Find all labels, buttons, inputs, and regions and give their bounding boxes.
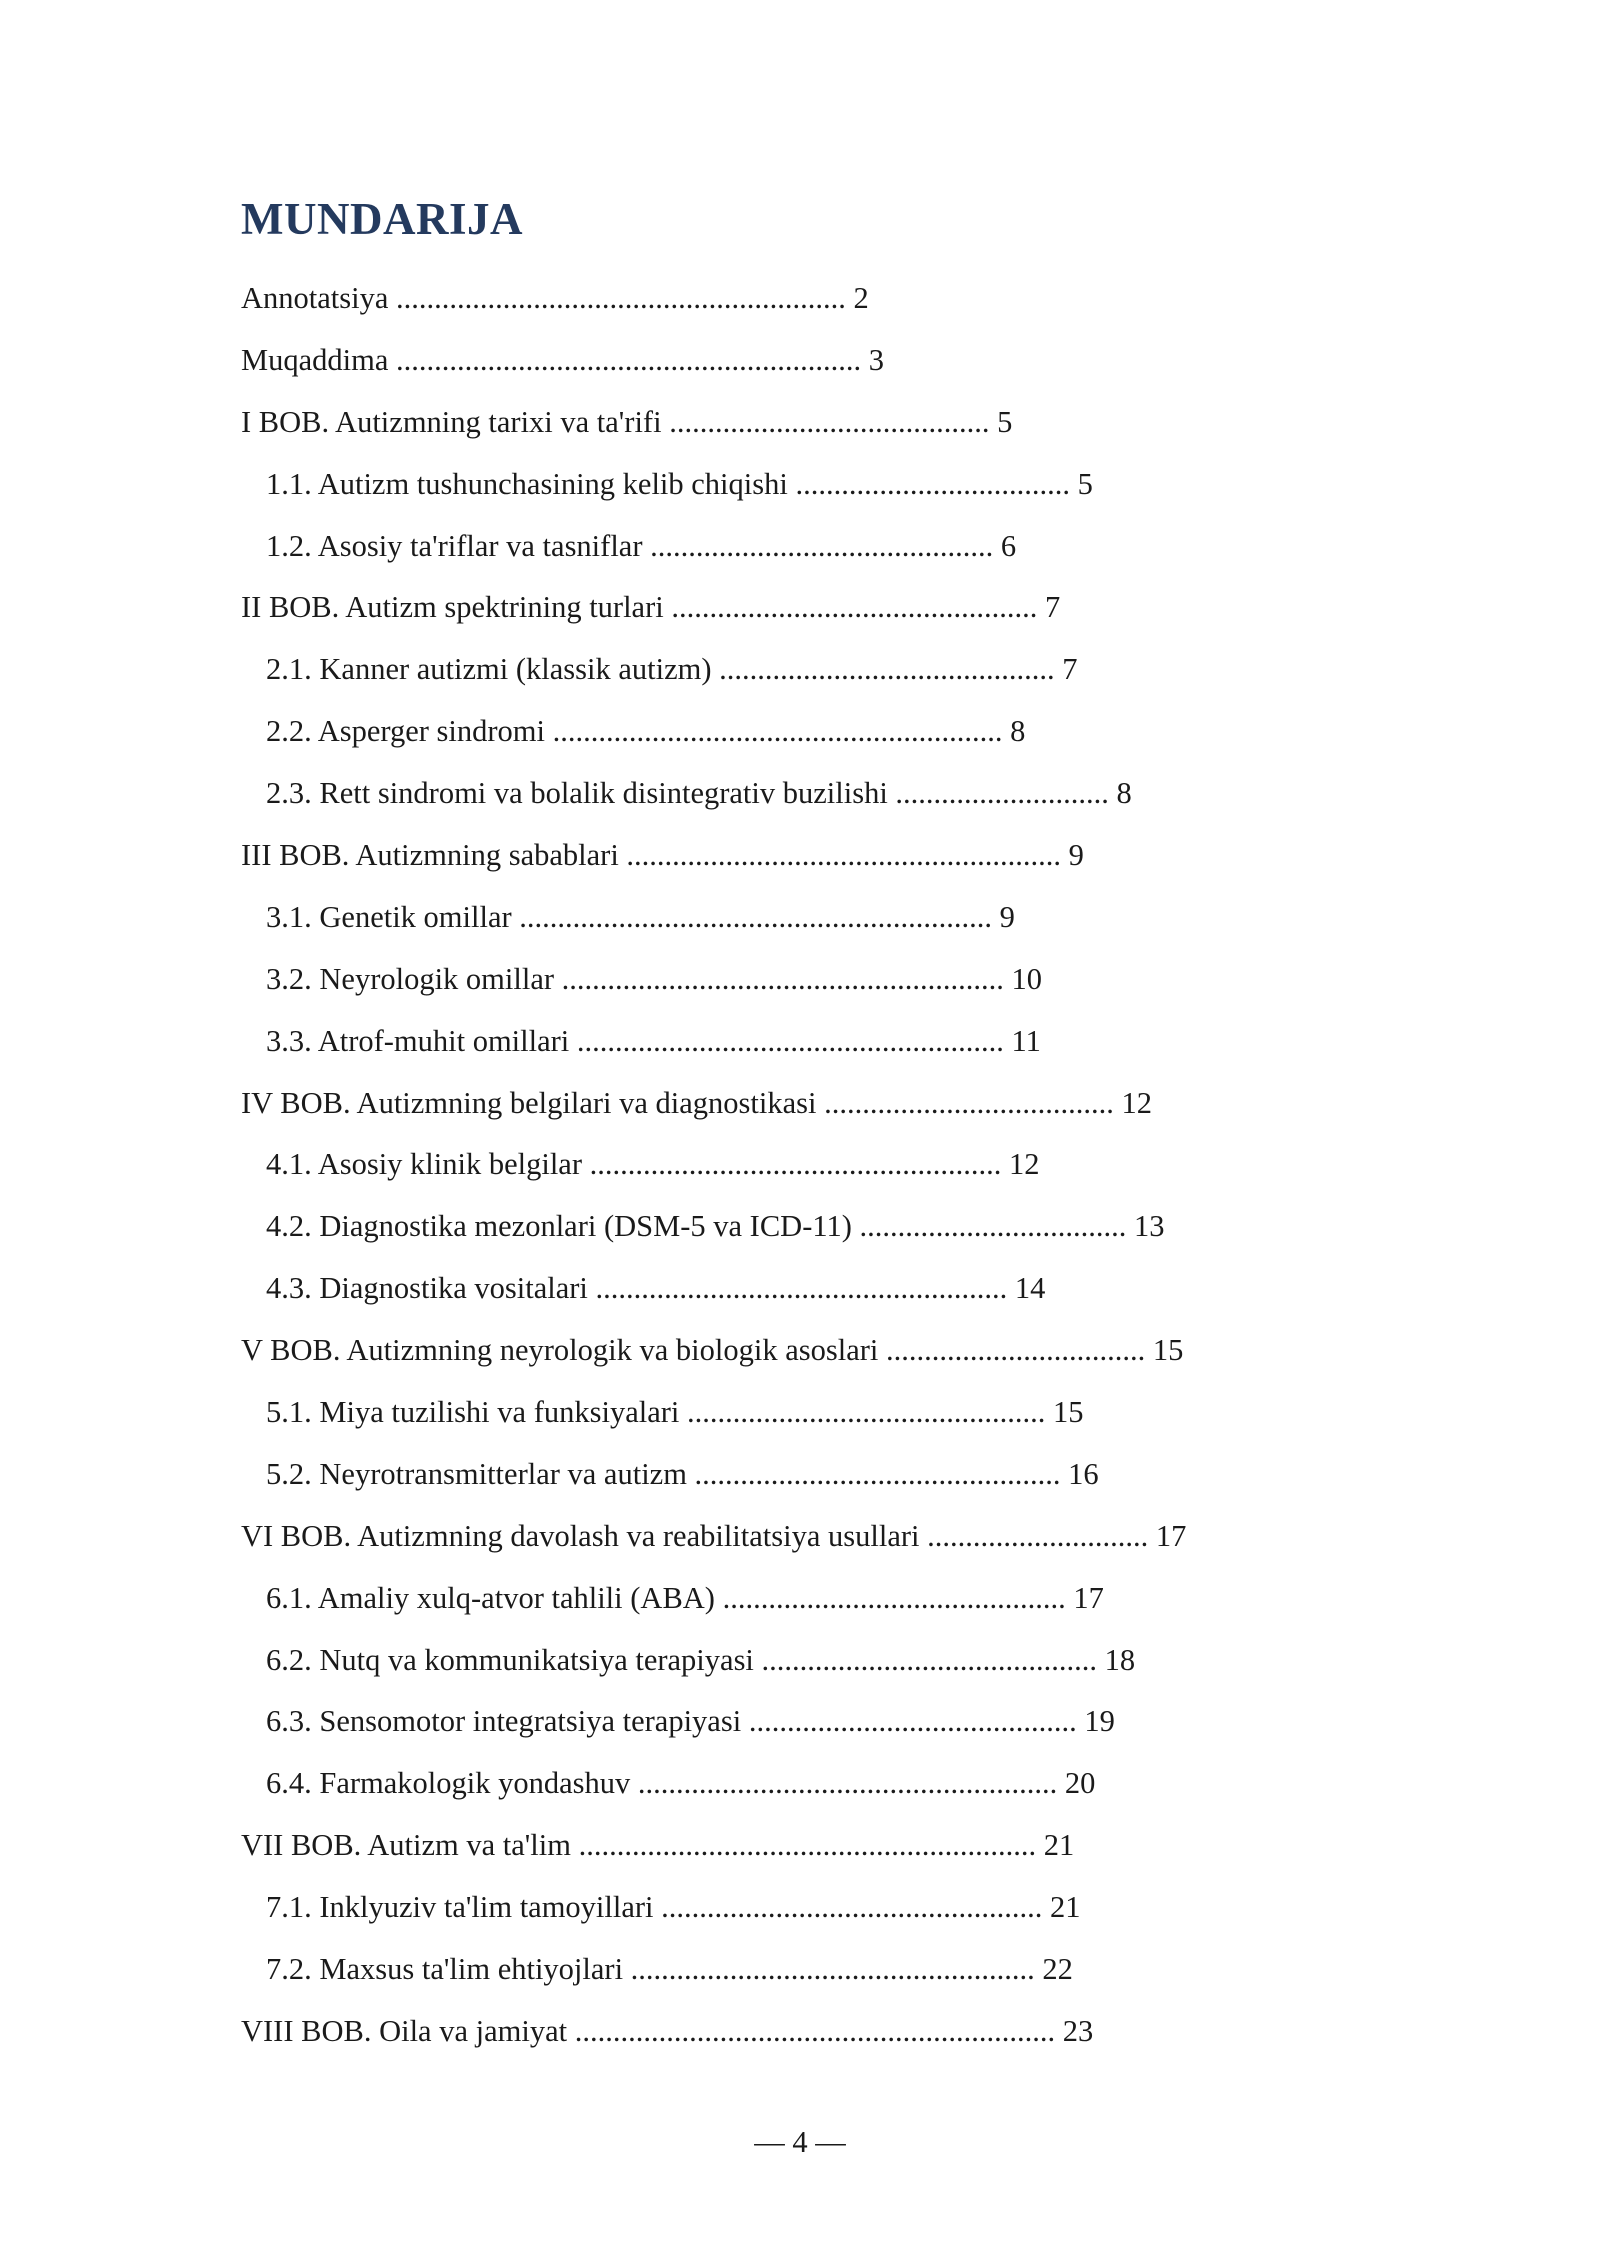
toc-entry-text: 4.3. Diagnostika vositalari ...................................................... 14 <box>266 1271 1046 1306</box>
toc-entry-text: 6.1. Amaliy xulq-atvor tahlili (ABA) ............................................. 17 <box>266 1580 1104 1615</box>
toc-entry-text: VI BOB. Autizmning davolash va reabilitatsiya usullari ............................. 17 <box>241 1518 1187 1553</box>
toc-section-entry <box>241 1446 1186 1508</box>
toc-section-entry <box>241 1941 1186 2003</box>
toc-entry-text: VII BOB. Autizm va ta'lim ............................................................ 21 <box>241 1828 1075 1863</box>
toc-section-entry <box>241 703 1186 765</box>
toc-section-entry <box>241 889 1186 951</box>
toc-section-entry <box>241 641 1186 703</box>
toc-entry-text: I BOB. Autizmning tarixi va ta'rifi .......................................... 5 <box>241 404 1013 439</box>
toc-entry-text: 2.2. Asperger sindromi ........................................................... 8 <box>266 714 1026 749</box>
page-number: — 4 — <box>754 2125 846 2159</box>
toc-entry-text: 2.3. Rett sindromi va bolalik disintegrativ buzilishi ............................ 8 <box>266 776 1132 811</box>
toc-chapter-entry <box>241 1322 1186 1384</box>
toc-entry-text: Annotatsiya ........................................................... 2 <box>241 281 869 315</box>
toc-entry-text: 7.1. Inklyuziv ta'lim tamoyillari .................................................. 21 <box>266 1890 1081 1925</box>
toc-entry-text: V BOB. Autizmning neyrologik va biologik asoslari .................................. 15 <box>241 1333 1184 1368</box>
page-title: MUNDARIJA <box>241 194 523 244</box>
toc-chapter-entry <box>241 579 1186 641</box>
toc-entry-text: 1.2. Asosiy ta'riflar va tasniflar ............................................. 6 <box>266 528 1017 563</box>
toc-entry-text: 6.4. Farmakologik yondashuv ....................................................... 20 <box>266 1766 1096 1801</box>
toc-section-entry <box>241 951 1186 1013</box>
toc-entry-text: III BOB. Autizmning sabablari ......................................................... 9 <box>241 838 1084 873</box>
toc-section-entry <box>241 1570 1186 1632</box>
toc-section-entry <box>241 456 1186 518</box>
toc-entry-text: 2.1. Kanner autizmi (klassik autizm) ............................................ 7 <box>266 652 1078 687</box>
toc-entry-text: 7.2. Maxsus ta'lim ehtiyojlari ..................................................... 22 <box>266 1952 1073 1987</box>
toc-section-entry <box>241 1693 1186 1755</box>
toc-entry-text: 5.2. Neyrotransmitterlar va autizm ................................................ 16 <box>266 1456 1099 1491</box>
toc-entry-text: 4.1. Asosiy klinik belgilar ...................................................... 12 <box>266 1147 1040 1182</box>
table-of-contents <box>241 270 1186 2065</box>
toc-entry-text: Muqaddima ............................................................. 3 <box>241 342 885 377</box>
toc-entry-text: 6.3. Sensomotor integratsiya terapiyasi ........................................... 19 <box>266 1704 1115 1739</box>
toc-section-entry <box>241 1384 1186 1446</box>
toc-section-entry <box>241 1136 1186 1198</box>
toc-entry-text: 4.2. Diagnostika mezonlari (DSM-5 va ICD-11) ................................... 13 <box>266 1209 1165 1244</box>
toc-chapter-entry <box>241 332 1186 394</box>
toc-section-entry <box>241 518 1186 580</box>
toc-chapter-entry <box>241 2003 1186 2065</box>
toc-section-entry <box>241 1013 1186 1075</box>
toc-chapter-entry <box>241 1075 1186 1137</box>
toc-section-entry <box>241 1198 1186 1260</box>
toc-section-entry <box>241 1632 1186 1694</box>
toc-entry-text: 3.1. Genetik omillar .............................................................. 9 <box>266 899 1015 934</box>
toc-chapter-entry <box>241 394 1186 456</box>
toc-entry-text: IV BOB. Autizmning belgilari va diagnostikasi ...................................... 12 <box>241 1085 1152 1120</box>
toc-section-entry <box>241 1755 1186 1817</box>
toc-chapter-entry <box>241 827 1186 889</box>
toc-entry-text: 1.1. Autizm tushunchasining kelib chiqishi .................................... 5 <box>266 466 1093 501</box>
toc-entry-text: 3.2. Neyrologik omillar .......................................................... 10 <box>266 961 1043 996</box>
toc-entry-text: II BOB. Autizm spektrining turlari ................................................ 7 <box>241 590 1061 625</box>
toc-chapter-entry <box>241 1817 1186 1879</box>
toc-entry-text: 6.2. Nutq va kommunikatsiya terapiyasi ............................................ 18 <box>266 1642 1136 1677</box>
toc-section-entry <box>241 765 1186 827</box>
toc-entry-text: 5.1. Miya tuzilishi va funksiyalari ............................................... 15 <box>266 1395 1084 1430</box>
toc-entry-text: VIII BOB. Oila va jamiyat ............................................................... 23 <box>241 2013 1094 2048</box>
toc-chapter-entry <box>241 270 1186 332</box>
toc-entry-text: 3.3. Atrof-muhit omillari ........................................................ 11 <box>266 1023 1041 1058</box>
toc-section-entry <box>241 1879 1186 1941</box>
toc-chapter-entry <box>241 1508 1186 1570</box>
toc-section-entry <box>241 1260 1186 1322</box>
